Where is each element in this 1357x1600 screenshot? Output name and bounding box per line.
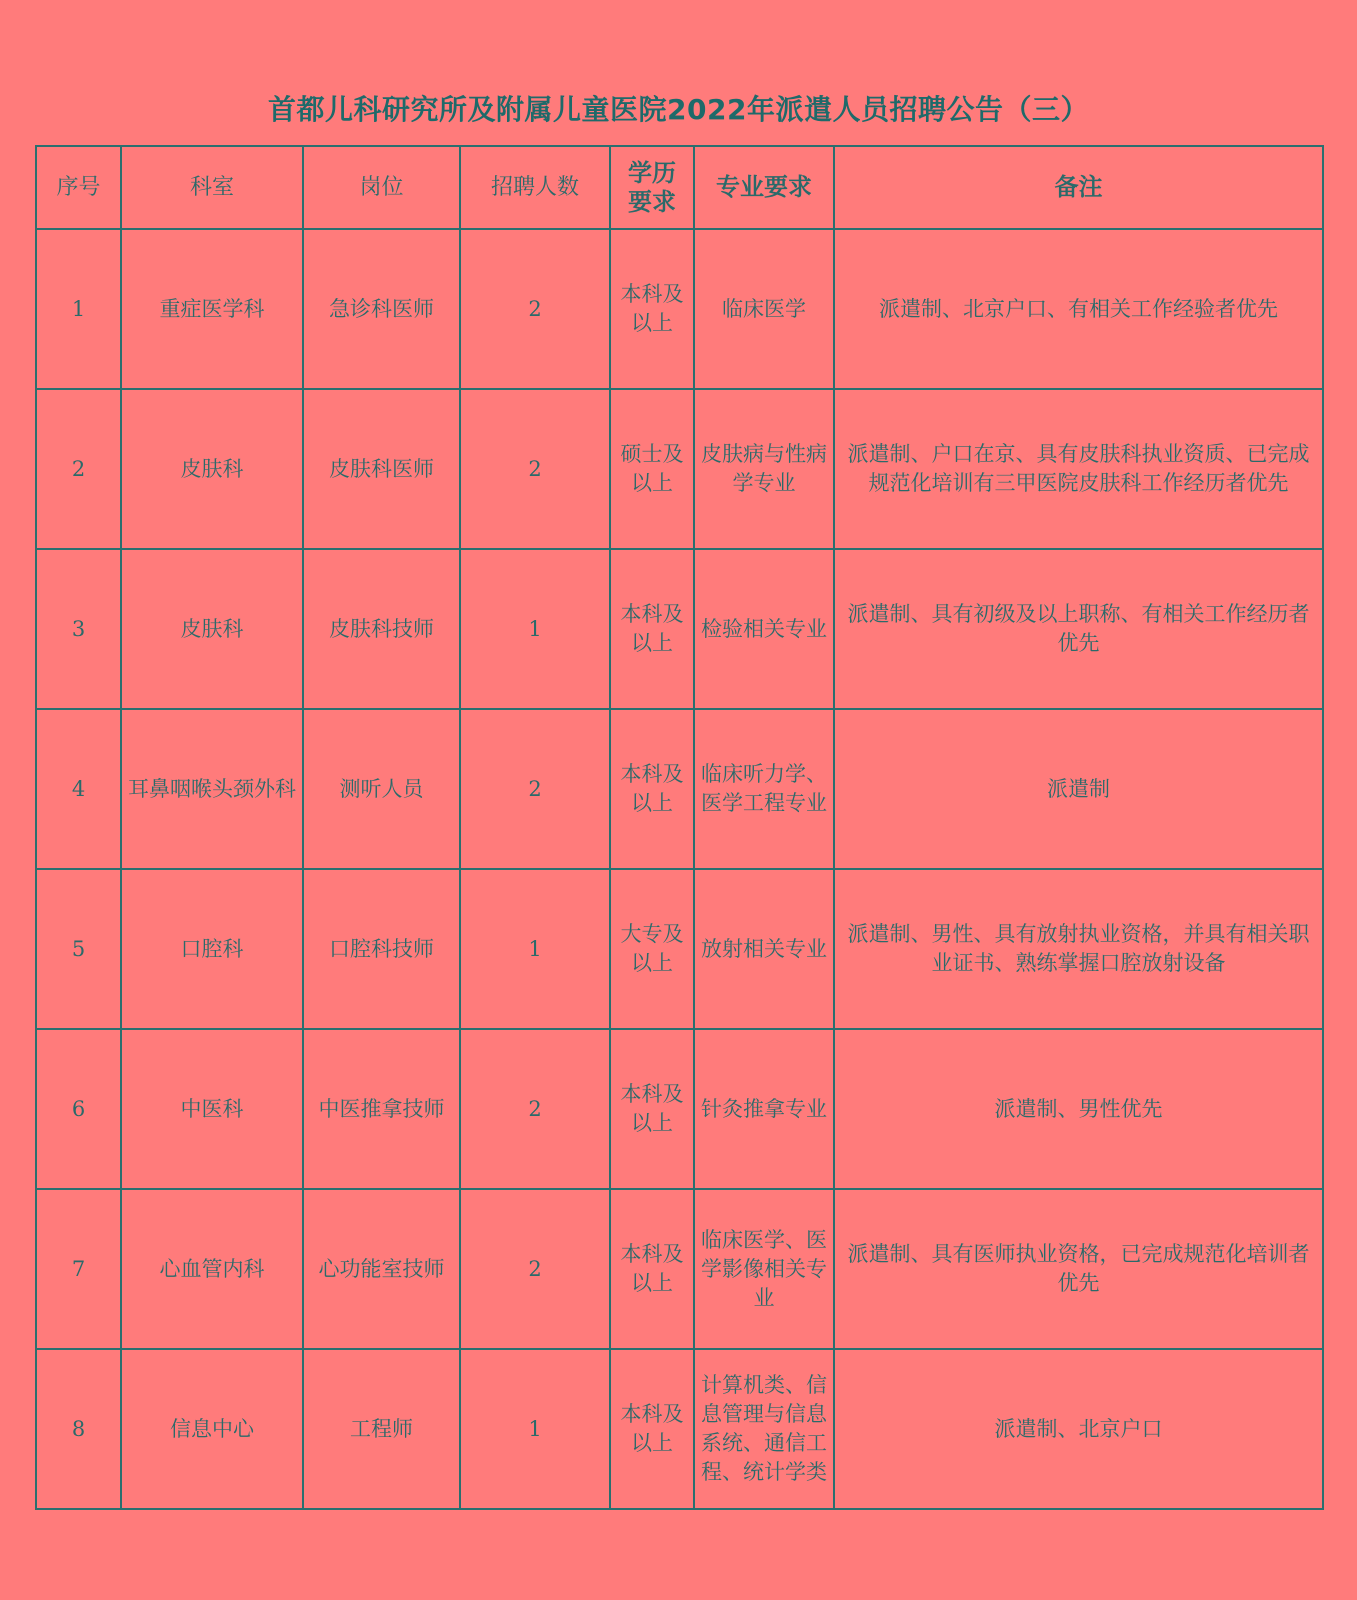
cell-no: 4 — [36, 709, 121, 869]
cell-no: 8 — [36, 1349, 121, 1509]
cell-dept: 皮肤科 — [121, 389, 303, 549]
cell-edu: 本科及以上 — [610, 549, 694, 709]
table-row — [36, 229, 1323, 389]
cell-count: 1 — [460, 869, 610, 1029]
cell-remark: 派遣制、男性优先 — [834, 1029, 1323, 1189]
header-count: 招聘人数 — [460, 146, 610, 229]
cell-remark: 派遣制、北京户口、有相关工作经验者优先 — [834, 229, 1323, 389]
cell-edu: 大专及以上 — [610, 869, 694, 1029]
cell-major: 临床听力学、医学工程专业 — [694, 709, 834, 869]
header-remark: 备注 — [834, 146, 1323, 229]
cell-count: 2 — [460, 229, 610, 389]
cell-no: 7 — [36, 1189, 121, 1349]
cell-count: 2 — [460, 1029, 610, 1189]
cell-post: 皮肤科技师 — [303, 549, 460, 709]
table-row — [36, 869, 1323, 1029]
cell-major: 检验相关专业 — [694, 549, 834, 709]
cell-remark: 派遣制、户口在京、具有皮肤科执业资质、已完成规范化培训有三甲医院皮肤科工作经历者优先 — [834, 389, 1323, 549]
cell-count: 1 — [460, 1349, 610, 1509]
table-row — [36, 1029, 1323, 1189]
cell-remark: 派遣制 — [834, 709, 1323, 869]
cell-post: 心功能室技师 — [303, 1189, 460, 1349]
cell-count: 1 — [460, 549, 610, 709]
cell-edu: 本科及以上 — [610, 1029, 694, 1189]
cell-dept: 心血管内科 — [121, 1189, 303, 1349]
recruitment-table — [35, 145, 1324, 1510]
cell-dept: 耳鼻咽喉头颈外科 — [121, 709, 303, 869]
cell-edu: 硕士及以上 — [610, 389, 694, 549]
cell-major: 临床医学、医学影像相关专业 — [694, 1189, 834, 1349]
cell-edu: 本科及以上 — [610, 229, 694, 389]
cell-edu: 本科及以上 — [610, 1349, 694, 1509]
page-title: 首都儿科研究所及附属儿童医院2022年派遣人员招聘公告（三） — [268, 93, 1089, 126]
table-header-row — [36, 146, 1323, 229]
table-row — [36, 709, 1323, 869]
cell-remark: 派遣制、具有医师执业资格，已完成规范化培训者优先 — [834, 1189, 1323, 1349]
cell-count: 2 — [460, 389, 610, 549]
cell-count: 2 — [460, 709, 610, 869]
table-row — [36, 1189, 1323, 1349]
cell-post: 工程师 — [303, 1349, 460, 1509]
cell-no: 6 — [36, 1029, 121, 1189]
cell-major: 皮肤病与性病学专业 — [694, 389, 834, 549]
cell-major: 计算机类、信息管理与信息系统、通信工程、统计学类 — [694, 1349, 834, 1509]
header-dept: 科室 — [121, 146, 303, 229]
header-edu: 学历要求 — [610, 146, 694, 229]
header-major: 专业要求 — [694, 146, 834, 229]
header-post: 岗位 — [303, 146, 460, 229]
cell-post: 皮肤科医师 — [303, 389, 460, 549]
cell-major: 放射相关专业 — [694, 869, 834, 1029]
cell-no: 2 — [36, 389, 121, 549]
table-row — [36, 1349, 1323, 1509]
cell-dept: 中医科 — [121, 1029, 303, 1189]
cell-remark: 派遣制、男性、具有放射执业资格，并具有相关职业证书、熟练掌握口腔放射设备 — [834, 869, 1323, 1029]
cell-post: 口腔科技师 — [303, 869, 460, 1029]
cell-remark: 派遣制、北京户口 — [834, 1349, 1323, 1509]
cell-post: 测听人员 — [303, 709, 460, 869]
cell-post: 急诊科医师 — [303, 229, 460, 389]
cell-edu: 本科及以上 — [610, 709, 694, 869]
cell-dept: 信息中心 — [121, 1349, 303, 1509]
cell-count: 2 — [460, 1189, 610, 1349]
cell-post: 中医推拿技师 — [303, 1029, 460, 1189]
cell-dept: 口腔科 — [121, 869, 303, 1029]
cell-remark: 派遣制、具有初级及以上职称、有相关工作经历者优先 — [834, 549, 1323, 709]
cell-major: 针灸推拿专业 — [694, 1029, 834, 1189]
cell-dept: 重症医学科 — [121, 229, 303, 389]
table-row — [36, 389, 1323, 549]
cell-edu: 本科及以上 — [610, 1189, 694, 1349]
cell-no: 5 — [36, 869, 121, 1029]
header-no: 序号 — [36, 146, 121, 229]
cell-major: 临床医学 — [694, 229, 834, 389]
cell-dept: 皮肤科 — [121, 549, 303, 709]
cell-no: 1 — [36, 229, 121, 389]
cell-no: 3 — [36, 549, 121, 709]
table-row — [36, 549, 1323, 709]
